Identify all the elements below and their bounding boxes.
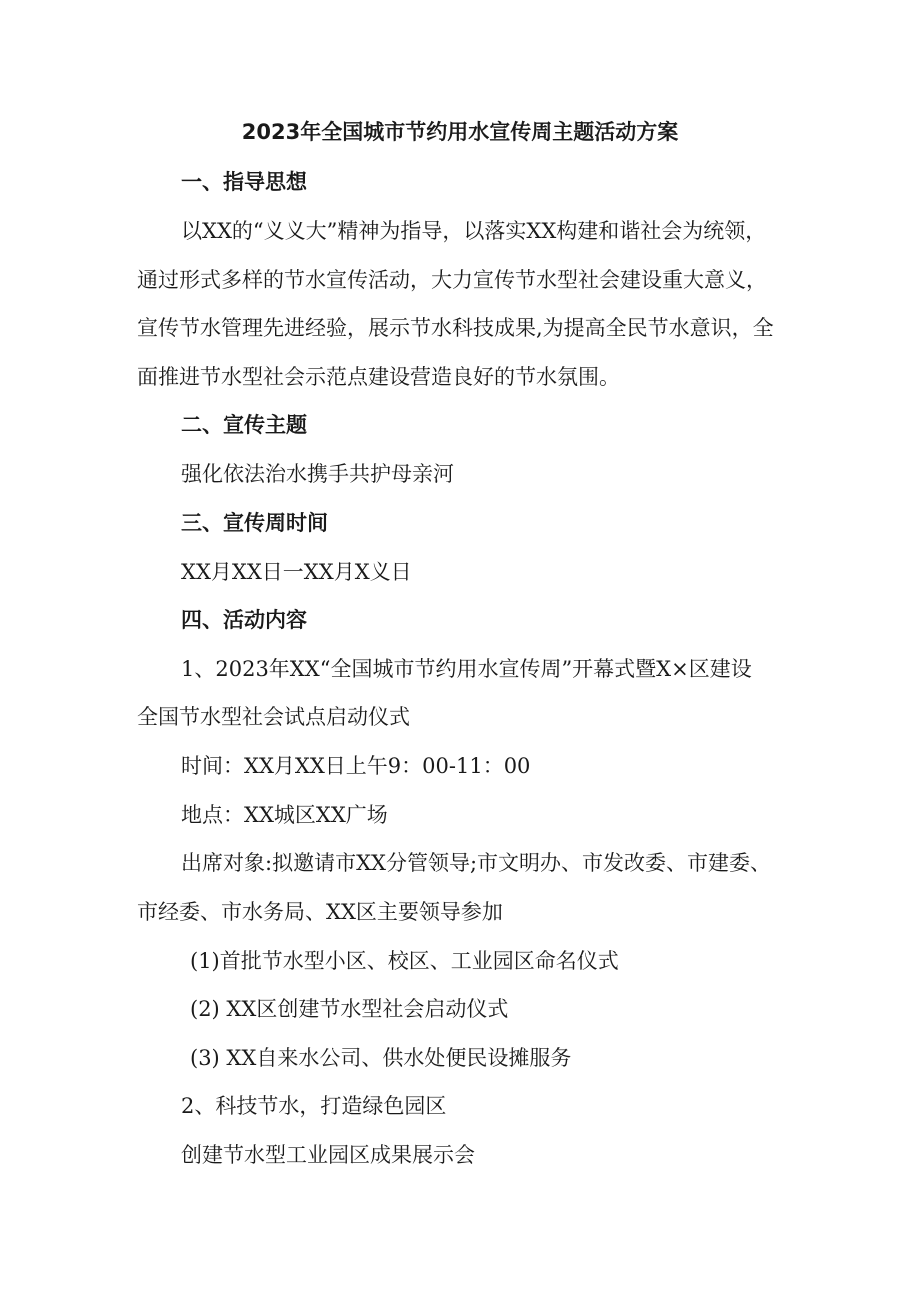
sub-item: (3) XX自来水公司、供水处便民设摊服务 <box>190 1046 572 1070</box>
paragraph-line: 以XX的“义义大”精神为指导，以落实XX构建和谐社会为统领， <box>181 219 767 243</box>
sub-item: (2) XX区创建节水型社会启动仪式 <box>190 997 509 1021</box>
item1-line: 全国节水型社会试点启动仪式 <box>137 705 410 729</box>
paragraph-line: 面推进节水型社会示范点建设营造良好的节水氛围。 <box>137 365 620 389</box>
item2-description: 创建节水型工业园区成果展示会 <box>181 1143 475 1167</box>
section-heading-content: 四、活动内容 <box>181 608 307 632</box>
item2-line: 2、科技节水，打造绿色园区 <box>181 1094 447 1118</box>
attendees-line: 出席对象:拟邀请市XX分管领导;市文明办、市发改委、市建委、 <box>181 851 772 875</box>
sub-item: (1)首批节水型小区、校区、工业园区命名仪式 <box>190 949 619 973</box>
week-time-text: XX月XX日一XX月X义日 <box>181 560 412 584</box>
section-heading-week-time: 三、宣传周时间 <box>181 511 328 535</box>
paragraph-line: 通过形式多样的节水宣传活动，大力宣传节水型社会建设重大意义， <box>137 268 767 292</box>
item1-place: 地点：XX城区XX广场 <box>181 803 388 827</box>
theme-text: 强化依法治水携手共护母亲河 <box>181 462 454 486</box>
document-title: 2023年全国城市节约用水宣传周主题活动方案 <box>241 120 679 144</box>
item1-time: 时间：XX月XX日上午9：00-11：00 <box>181 754 531 778</box>
attendees-line: 市经委、市水务局、XX区主要领导参加 <box>137 900 503 924</box>
section-heading-guiding: 一、指导思想 <box>181 170 307 194</box>
section-heading-theme: 二、宣传主题 <box>181 413 307 437</box>
item1-line: 1、2023年XX“全国城市节约用水宣传周”开幕式暨X×区建设 <box>181 657 752 681</box>
paragraph-line: 宣传节水管理先进经验，展示节水科技成果,为提高全民节水意识，全 <box>137 316 774 340</box>
